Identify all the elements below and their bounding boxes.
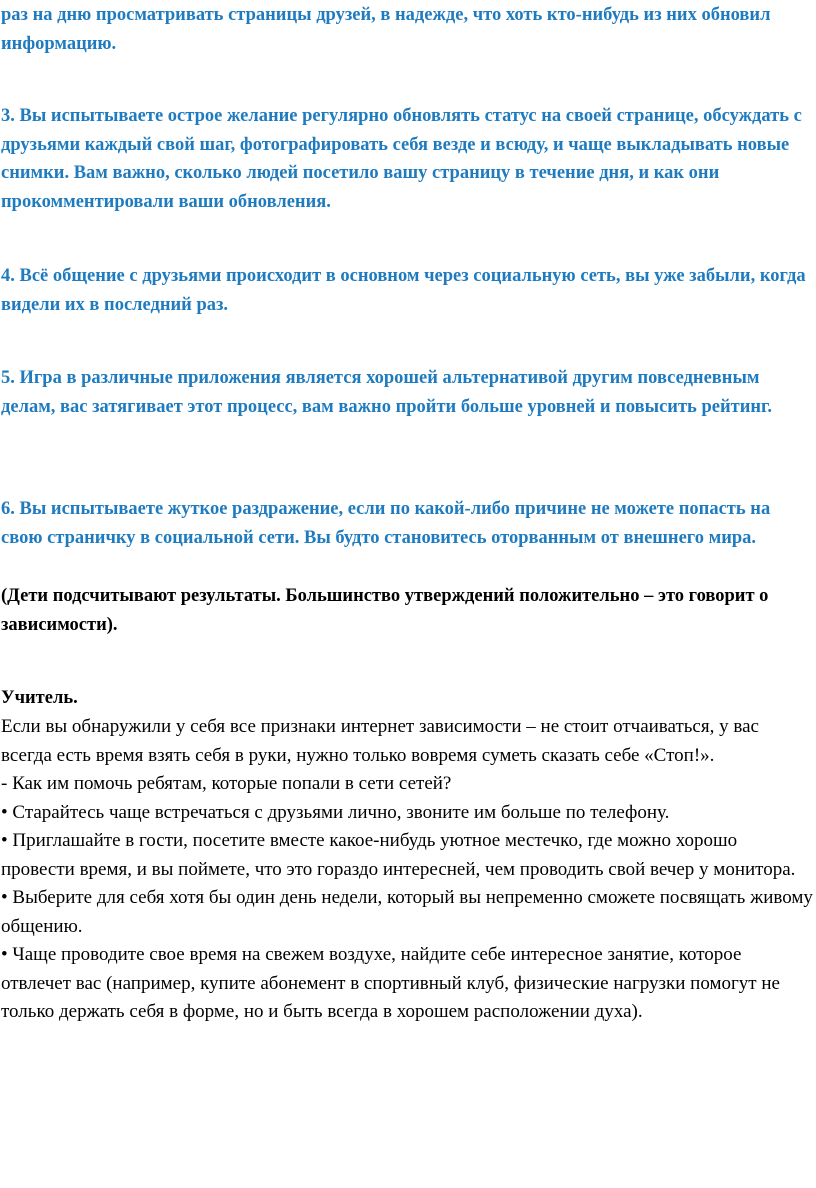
tip-item: • Выберите для себя хотя бы один день недели, который вы непременно сможете посвящать живому общению. [1, 887, 813, 937]
tip-item: • Старайтесь чаще встречаться с друзьями лично, звоните им больше по телефону. [1, 801, 670, 823]
list-item-3: 3. Вы испытываете острое желание регулярно обновлять статус на своей странице, обсуждать с друзьями каждый свой шаг, фотографировать себя везде и всюду, и чаще выкладывать новые снимки. Вам важно, сколько людей посетило вашу страницу в течение дня, и как они прокомментировали ваши обновления. [1, 106, 802, 212]
teacher-speech [1, 713, 813, 1027]
teacher-label: Учитель. [1, 688, 78, 708]
list-item-2-continuation: раз на дню просматривать страницы друзей, в надежде, что хоть кто-нибудь из них обновил информацию. [1, 5, 771, 54]
teacher-question: - Как им помочь ребятам, которые попали в сети сетей? [1, 773, 452, 794]
tip-item: • Приглашайте в гости, посетите вместе какое-нибудь уютное местечко, где можно хорошо провести время, и вы поймете, что это гораздо интересней, чем проводить свой вечер у монитора. [1, 830, 796, 880]
list-item-5: 5. Игра в различные приложения является хорошей альтернативой другим повседневным делам, вас затягивает этот процесс, вам важно пройти больше уровней и повысить рейтинг. [1, 368, 772, 417]
tip-item: • Чаще проводите свое время на свежем воздухе, найдите себе интересное занятие, которое отвлечет вас (например, купите абонемент в спортивный клуб, физические нагрузки помогут не только держать себя в форме, но и быть всегда в хорошем расположении духа). [1, 944, 780, 1022]
teacher-intro: Если вы обнаружили у себя все признаки интернет зависимости – не стоит отчаиваться, у вас всегда есть время взять себя в руки, нужно только вовремя суметь сказать себе «Стоп!». [1, 716, 759, 766]
results-note: (Дети подсчитывают результаты. Большинство утверждений положительно – это говорит о зависимости). [1, 586, 769, 635]
list-item-6: 6. Вы испытываете жуткое раздражение, если по какой-либо причине не можете попасть на свою страничку в социальной сети. Вы будто становитесь оторванным от внешнего мира. [1, 499, 771, 548]
list-item-4: 4. Всё общение с друзьями происходит в основном через социальную сеть, вы уже забыли, когда видели их в последний раз. [1, 266, 806, 315]
